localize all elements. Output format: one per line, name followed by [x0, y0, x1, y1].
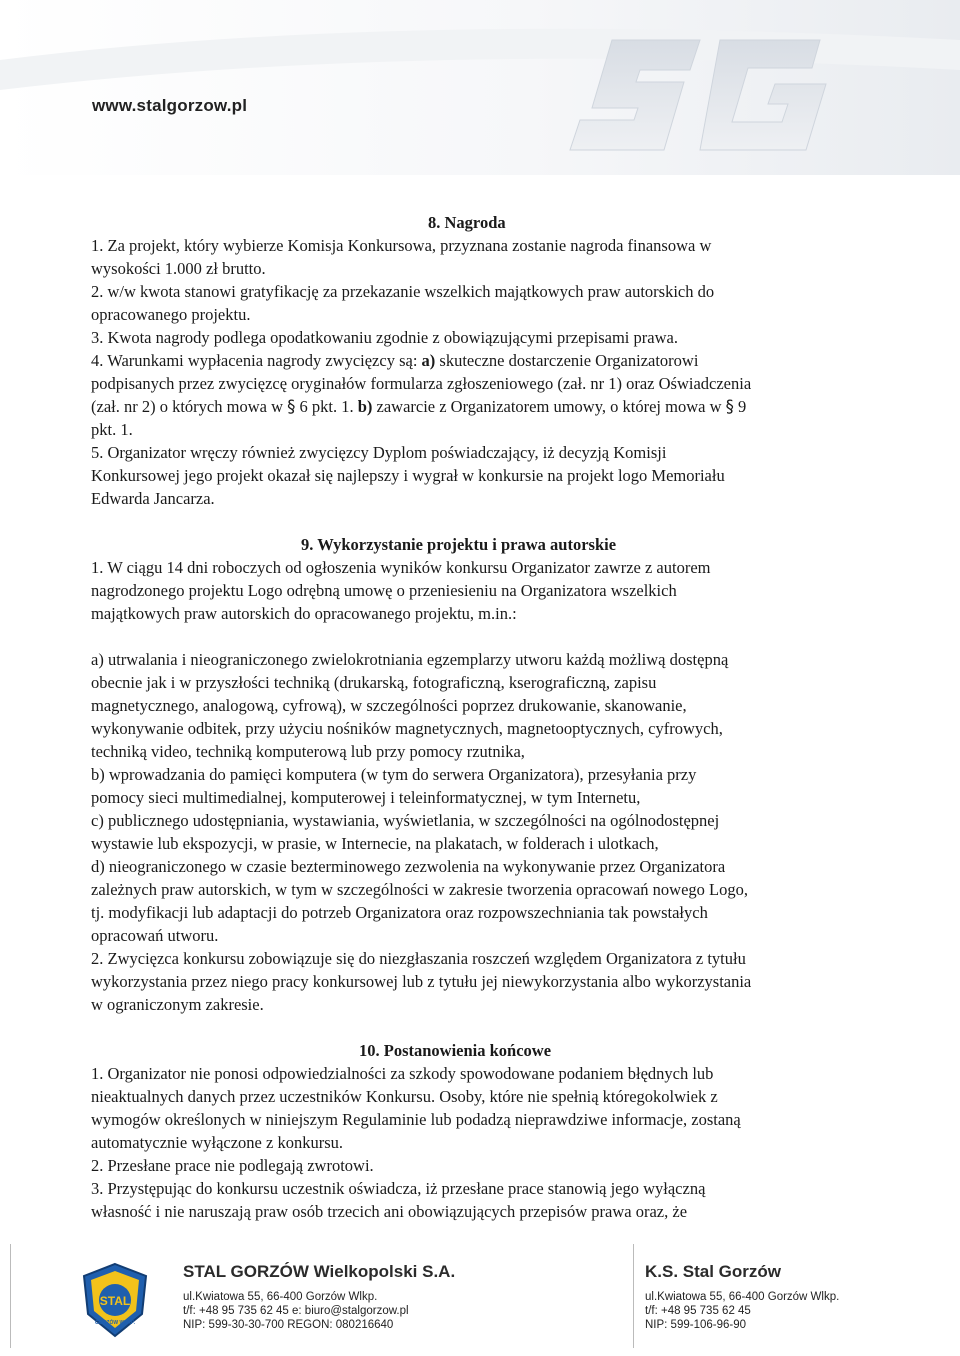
sec9-p1a: 1. W ciągu 14 dni roboczych od ogłoszenia wyników konkursu Organizator zawrze z autorem	[91, 558, 711, 577]
sec10-p1b: nieaktualnych danych przez uczestników Konkursu. Osoby, które nie spełnią któregokolwiek z	[91, 1087, 718, 1106]
sec8-p3: 3. Kwota nagrody podlega opodatkowaniu zgodnie z obowiązującymi przepisami prawa.	[91, 328, 678, 347]
section-10-title: 10. Postanowienia końcowe	[359, 1041, 552, 1060]
section-symbol: §	[287, 397, 296, 416]
sec10-p1d: automatycznie wyłączone z konkursu.	[91, 1133, 343, 1152]
sec8-p4b: podpisanych przez zwycięzcę oryginałów formularza zgłoszeniowego (zał. nr 1) oraz Oświadczenia	[91, 374, 752, 393]
header-banner-graphic	[0, 0, 960, 175]
company-ids-2: NIP: 599-106-96-90	[645, 1319, 747, 1331]
sec8-p5c: Edwarda Jancarza.	[91, 489, 215, 508]
club-crest-logo	[80, 1262, 150, 1338]
document-body	[91, 211, 881, 1223]
sec10-p2: 2. Przesłane prace nie podlegają zwrotowi.	[91, 1156, 374, 1175]
sec9-p2b: wykorzystania przez niego pracy konkursowej lub z tytułu jej niewykorzystania albo wykorzystania	[91, 972, 752, 991]
sec9-p2a: 2. Zwycięzca konkursu zobowiązuje się do niezgłaszania roszczeń względem Organizatora z tytułu	[91, 949, 746, 968]
sec9-c2: wystawie lub ekspozycji, w prasie, w Internecie, na plakatach, w folderach i ulotkach,	[91, 834, 659, 853]
sec9-b2: pomocy sieci multimedialnej, komputerowej i teleinformatycznej, w tym Internetu,	[91, 788, 641, 807]
sec10-p1a: 1. Organizator nie ponosi odpowiedzialności za szkody spowodowane podaniem błędnych lub	[91, 1064, 714, 1083]
footer-divider	[633, 1244, 634, 1348]
sec8-p4a: 4. Warunkami wypłacenia nagrody zwycięzcy są: a) skuteczne dostarczenie Organizatorowi	[91, 351, 699, 370]
sec8-p2: 2. w/w kwota stanowi gratyfikację za przekazanie wszelkich majątkowych praw autorskich do	[91, 282, 715, 301]
sec8-p1b: wysokości 1.000 zł brutto.	[91, 259, 266, 278]
svg-text:STAL: STAL	[99, 1294, 131, 1308]
sec9-d1: d) nieograniczonego w czasie bezterminowego zezwolenia na wykonywanie przez Organizatora	[91, 857, 726, 876]
page-footer	[0, 1238, 960, 1356]
sec8-p4d: pkt. 1.	[91, 420, 133, 439]
sec8-p4c: (zał. nr 2) o których mowa w § 6 pkt. 1. b) zawarcie z Organizatorem umowy, o której mowa w § 9	[91, 397, 747, 416]
footer-divider	[10, 1244, 11, 1348]
sec9-d2: zależnych praw autorskich, w tym w szczególności w zakresie tworzenia opracowań nowego Logo,	[91, 880, 749, 899]
svg-text:GORZÓW WLKP.: GORZÓW WLKP.	[95, 1320, 135, 1326]
company-name-2: K.S. Stal Gorzów	[645, 1262, 782, 1281]
section-symbol: §	[725, 397, 734, 416]
company-contact-2: t/f: +48 95 735 62 45	[645, 1305, 751, 1317]
sec9-a2: obecnie jak i w przyszłości techniką (drukarską, fotograficzną, kserograficzną, zapisu	[91, 673, 657, 692]
sec9-a1: a) utrwalania i nieograniczonego zwielokrotniania egzemplarzy utworu każdą możliwą dostępną	[91, 650, 729, 669]
company-ids-1: NIP: 599-30-30-700 REGON: 080216640	[183, 1319, 394, 1331]
sec9-d3: tj. modyfikacji lub adaptacji do potrzeb Organizatora oraz rozpowszechniania tak powstałych	[91, 903, 708, 922]
sec9-p1b: nagrodzonego projektu Logo odrębną umowę o przeniesieniu na Organizatora wszelkich	[91, 581, 677, 600]
section-8-title: 8. Nagroda	[428, 213, 506, 232]
company-address-1: ul.Kwiatowa 55, 66-400 Gorzów Wlkp.	[183, 1291, 378, 1303]
sec8-p5b: Konkursowej jego projekt okazał się najlepszy i wygrał w konkursie na projekt logo Memoriału	[91, 466, 725, 485]
sec10-p3a: 3. Przystępując do konkursu uczestnik oświadcza, iż przesłane prace stanowią jego wyłączną	[91, 1179, 706, 1198]
section-9-title: 9. Wykorzystanie projektu i prawa autorskie	[301, 535, 617, 554]
sec9-p2c: w ograniczonym zakresie.	[91, 995, 264, 1014]
company-name-1: STAL GORZÓW Wielkopolski S.A.	[183, 1262, 456, 1281]
page-header	[0, 0, 960, 175]
company-address-2: ul.Kwiatowa 55, 66-400 Gorzów Wlkp.	[645, 1291, 840, 1303]
sec9-a4: wykonywanie odbitek, przy użyciu nośników magnetycznych, magnetooptycznych, cyfrowych,	[91, 719, 723, 738]
sec8-p5a: 5. Organizator wręczy również zwycięzcy Dyplom poświadczający, iż decyzją Komisji	[91, 443, 667, 462]
site-url[interactable]: www.stalgorzow.pl	[92, 96, 248, 115]
sec8-p1: 1. Za projekt, który wybierze Komisja Konkursowa, przyznana zostanie nagroda finansowa w	[91, 236, 712, 255]
sec9-c1: c) publicznego udostępniania, wystawiania, wyświetlania, w szczególności na ogólnodostępnej	[91, 811, 720, 830]
sec9-d4: opracowań utworu.	[91, 926, 219, 945]
sec9-a3: magnetycznego, analogową, cyfrową), w szczególności poprzez drukowanie, skanowanie,	[91, 696, 687, 715]
sec9-p1c: majątkowych praw autorskich do opracowanego projektu, m.in.:	[91, 604, 517, 623]
sec10-p3b: własność i nie naruszają praw osób trzecich ani obowiązujących przepisów prawa oraz, że	[91, 1202, 688, 1221]
sec8-p2b: opracowanego projektu.	[91, 305, 251, 324]
sec9-b1: b) wprowadzania do pamięci komputera (w tym do serwera Organizatora), przesyłania przy	[91, 765, 697, 784]
sec9-a5: techniką video, techniką komputerową lub przy pomocy rzutnika,	[91, 742, 525, 761]
sec10-p1c: wymogów określonych w niniejszym Regulaminie lub podadzą nieprawdziwe informacje, zostaną	[91, 1110, 741, 1129]
company-contact-1: t/f: +48 95 735 62 45 e: biuro@stalgorzow.pl	[183, 1305, 409, 1317]
